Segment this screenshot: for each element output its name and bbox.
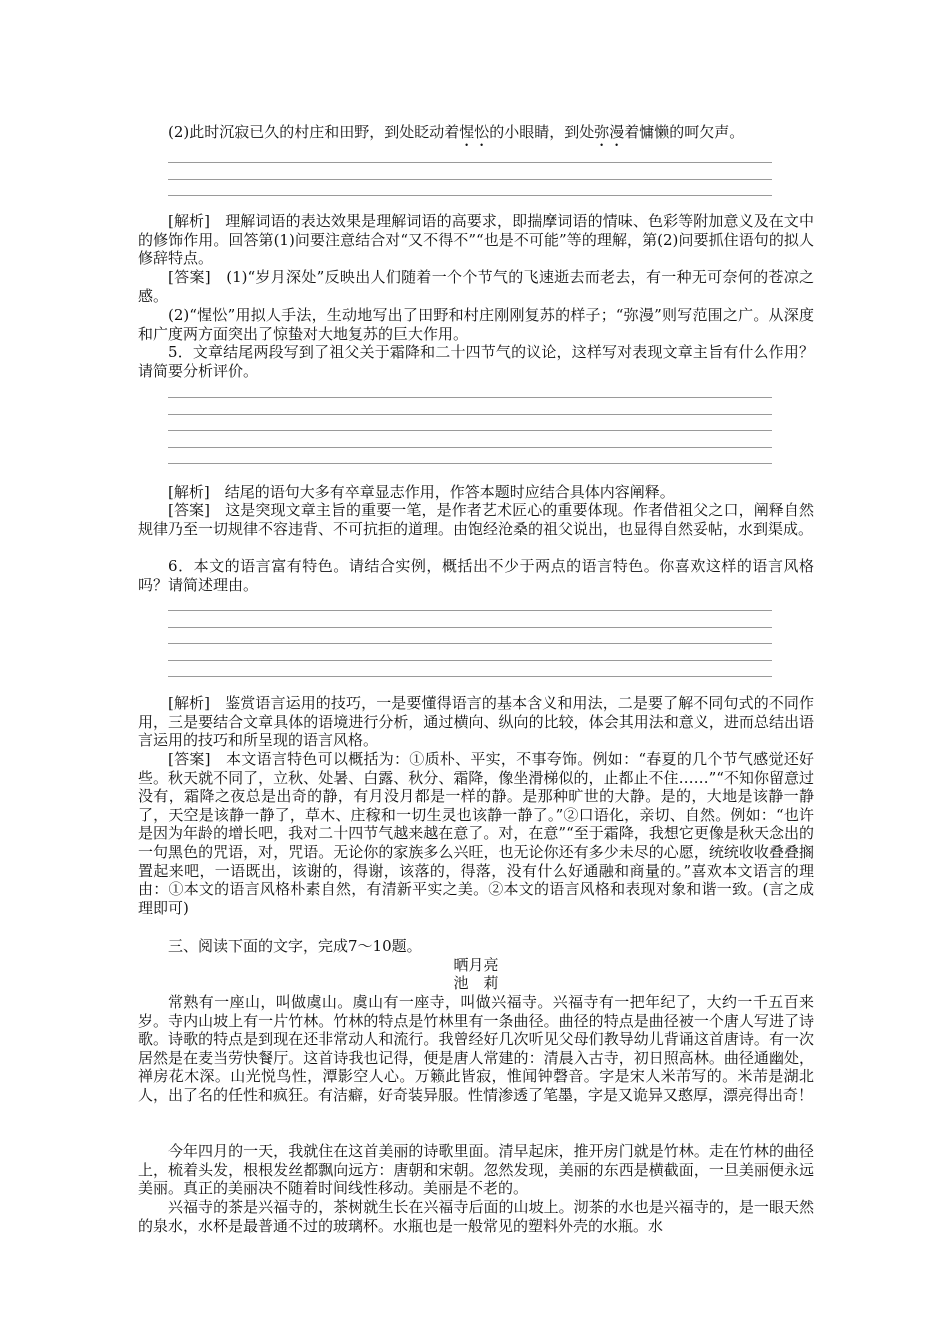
answer-line <box>168 643 772 644</box>
q4-part2 <box>138 123 814 150</box>
q5-answer: [答案] 这是突现文章主旨的重要一笔，是作者艺术匠心的重要体现。作者借祖父之口，阐释自然规律乃至一切规律不容违背、不可抗拒的道理。由饱经沧桑的祖父说出，也显得自然妥帖，水到渠成。 <box>138 501 814 538</box>
answer-lines-q6[interactable] <box>168 610 772 693</box>
q6-analysis: [解析] 鉴赏语言运用的技巧，一是要懂得语言的基本含义和用法，二是要了解不同句式的不同作用，三是要结合文章具体的语境进行分析，通过横向、纵向的比较，体会其用法和意义，进而总结出语言运用的技巧和所呈现的语言风格。 <box>138 694 814 750</box>
q4-part2-text-c: 着慵懒的呵欠声。 <box>624 123 745 141</box>
answer-line <box>168 414 772 415</box>
question-5: 5．文章结尾两段写到了祖父关于霜降和二十四节气的议论，这样写对表现文章主旨有什么作用？请简要分析评价。 <box>138 343 814 380</box>
q4-answer-1: [答案] (1)“岁月深处”反映出人们随着一个个节气的飞速逝去而老去，有一种无可奈何的苍凉之感。 <box>138 268 814 305</box>
question-6: 6．本文的语言富有特色。请结合实例，概括出不少于两点的语言特色。你喜欢这样的语言风格吗？请简述理由。 <box>138 557 814 594</box>
answer-line <box>168 430 772 431</box>
q4-part2-text-a: (2)此时沉寂已久的村庄和田野，到处眨动着 <box>168 123 460 141</box>
q4-part2-text-b: 的小眼睛，到处 <box>489 123 595 141</box>
answer-line <box>168 610 772 611</box>
article-para-3: 兴福寺的茶是兴福寺的，茶树就生长在兴福寺后面的山坡上。沏茶的水也是兴福寺的，是一眼天然的泉水，水杯是最普通不过的玻璃杯。水瓶也是一般常见的塑料外壳的水瓶。水 <box>138 1198 814 1235</box>
section-3-heading: 三、阅读下面的文字，完成7～10题。 <box>168 937 422 955</box>
answer-line <box>168 195 772 196</box>
answer-line <box>168 397 772 398</box>
article-para-1: 常熟有一座山，叫做虞山。虞山有一座寺，叫做兴福寺。兴福寺有一把年纪了，大约一千五百来岁。寺内山坡上有一片竹林。竹林的特点是竹林里有一条曲径。曲径的特点是曲径被一个唐人写进了诗歌。诗歌的特点是到现在还非常动人和流行。我曾经好几次听见父母们教导幼儿背诵这首唐诗。有一次居然是在麦当劳快餐厅。这首诗我也记得，便是唐人常建的：清晨入古寺，初日照高林。曲径通幽处，禅房花木深。山光悦鸟性，潭影空人心。万籁此皆寂，惟闻钟磬音。字是宋人米芾写的。米芾是湖北人，出了名的任性和疯狂。有洁癖，好奇装异服。性情渗透了笔墨，字是又诡异又憨厚，漂亮得出奇！ <box>138 993 814 1104</box>
article-author: 池 莉 <box>453 974 499 992</box>
article-title: 晒月亮 <box>453 956 499 974</box>
answer-line <box>168 162 772 163</box>
emphasis-word-1: 惺忪 <box>459 123 490 141</box>
answer-line <box>168 179 772 180</box>
answer-line <box>168 463 772 464</box>
answer-line <box>168 676 772 677</box>
q4-analysis: [解析] 理解词语的表达效果是理解词语的高要求，即揣摩词语的情味、色彩等附加意义及在文中的修饰作用。回答第(1)问要注意结合对“又不得不”“也是不可能”等的理解，第(2)问要抓住语句的拟人修辞特点。 <box>138 212 814 268</box>
q5-analysis: [解析] 结尾的语句大多有卒章显志作用，作答本题时应结合具体内容阐释。 <box>168 483 675 501</box>
answer-lines-q4[interactable] <box>168 162 772 212</box>
answer-lines-q5[interactable] <box>168 397 772 480</box>
q6-answer: [答案] 本文语言特色可以概括为：①质朴、平实，不事夸饰。例如：“春夏的几个节气感觉还好些。秋天就不同了，立秋、处暑、白露、秋分、霜降，像坐滑梯似的，止都止不住……”“不知你留意过没有，霜降之夜总是出奇的静，有月没月都是一样的静。是那种旷世的大静。是的，大地是该静一静了，天空是该静一静了，草木、庄稼和一切生灵也该静一静了。”②口语化，亲切、自然。例如：“也许是因为年龄的增长吧，我对二十四节气越来越在意了。对，在意”“至于霜降，我想它更像是秋天念出的一句黑色的咒语，对，咒语。无论你的家族多么兴旺，也无论你还有多少未尽的心愿，统统收收叠叠搁置起来吧，一语既出，该谢的，得谢，该落的，得落，没有什么好通融和商量的。”喜欢本文语言的理由：①本文的语言风格朴素自然，有清新平实之美。②本文的语言风格和表现对象和谐一致。(言之成理即可) <box>138 750 814 917</box>
answer-line <box>168 660 772 661</box>
q4-answer-2: (2)“惺忪”用拟人手法，生动地写出了田野和村庄刚刚复苏的样子；“弥漫”则写范围之广。从深度和广度两方面突出了惊蛰对大地复苏的巨大作用。 <box>138 306 814 343</box>
article-para-2: 今年四月的一天，我就住在这首美丽的诗歌里面。清早起床，推开房门就是竹林。走在竹林的曲径上，梳着头发，根根发丝都飘向远方：唐朝和宋朝。忽然发现，美丽的东西是横截面，一旦美丽便永远美丽。真正的美丽决不随着时间线性移动。美丽是不老的。 <box>138 1142 814 1198</box>
emphasis-word-2: 弥漫 <box>594 123 625 141</box>
answer-line <box>168 627 772 628</box>
answer-line <box>168 447 772 448</box>
